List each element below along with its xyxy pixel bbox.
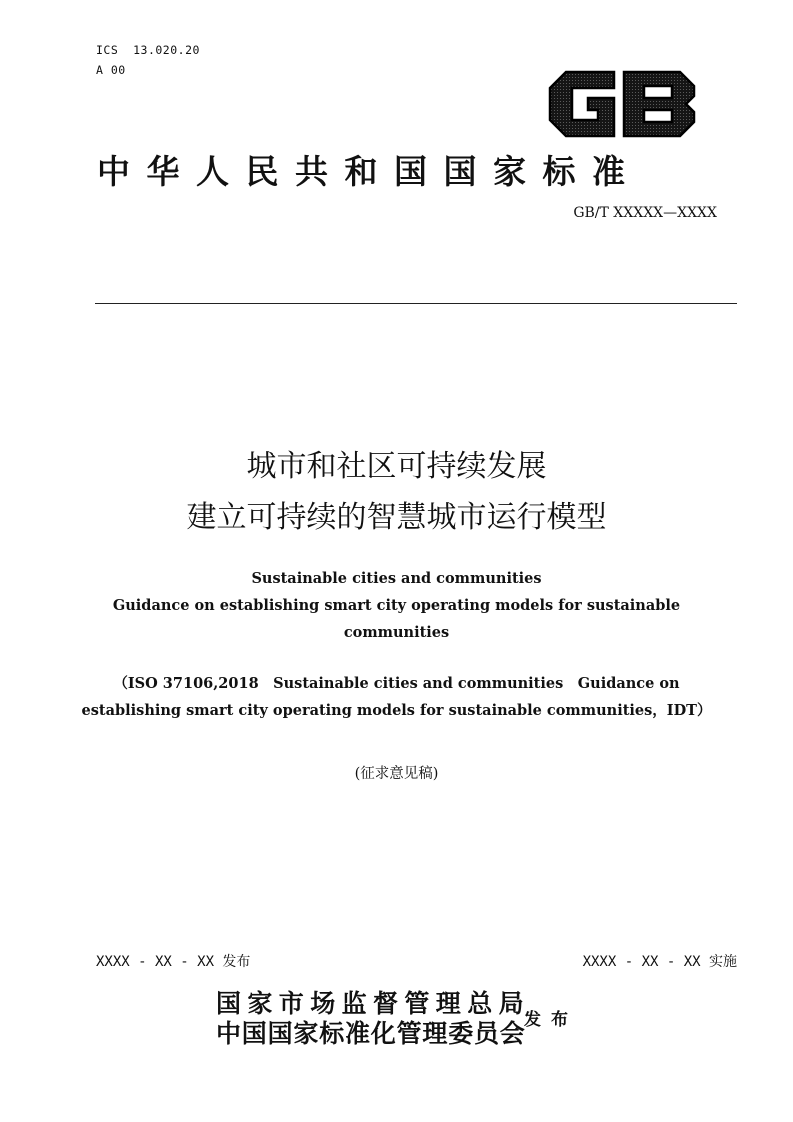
ics-code: ICS 13.020.20: [96, 43, 200, 57]
header-divider: [95, 303, 737, 304]
english-title-line-3: communities: [343, 624, 450, 641]
gb-logo: [544, 64, 700, 144]
issued-label: 发布: [524, 1010, 578, 1030]
implementation-date: XXXX - XX - XX 实施: [582, 954, 737, 970]
classification-codes: [96, 40, 200, 80]
publish-date: XXXX - XX - XX 发布: [96, 954, 251, 970]
english-title-line-2: Guidance on establishing smart city operating models for sustainable: [112, 597, 681, 614]
issuing-agency-1: 国家市场监督管理总局: [216, 989, 531, 1018]
english-title-line-1: Sustainable cities and communities: [251, 570, 542, 587]
draft-status-note: (征求意见稿): [354, 766, 439, 782]
issuing-agency-2: 中国国家标准化管理委员会: [216, 1019, 526, 1048]
iso-identification-line-1: （ISO 37106,2018 Sustainable cities and communities Guidance on: [113, 675, 680, 692]
national-standard-title: 中华人民共和国国家标准: [97, 152, 642, 191]
standard-number: GB/T XXXXX—XXXX: [573, 205, 717, 221]
chinese-title-line-2: 建立可持续的智慧城市运行模型: [186, 500, 607, 535]
iso-identification-line-2: establishing smart city operating models for sustainable communities，IDT）: [81, 702, 712, 719]
chinese-title-line-1: 城市和社区可持续发展: [246, 449, 547, 484]
ccs-code: A 00: [96, 63, 126, 77]
gb-logo-graphic: [544, 64, 700, 144]
